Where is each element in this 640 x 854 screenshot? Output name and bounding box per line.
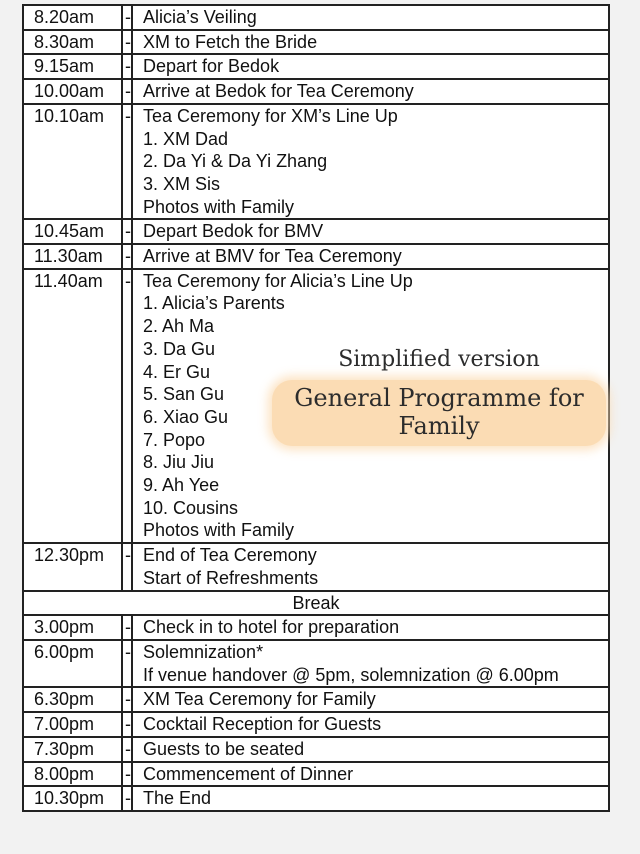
- separator-cell: -: [122, 543, 132, 590]
- event-detail: 5. San Gu: [143, 384, 225, 405]
- schedule-row: [23, 104, 609, 220]
- event-title: Depart Bedok for BMV: [143, 221, 324, 242]
- schedule-row: [23, 786, 609, 811]
- event-cell: [132, 54, 609, 79]
- separator-cell: -: [122, 5, 132, 30]
- event-detail: 3. Da Gu: [143, 338, 216, 359]
- event-detail: 1. Alicia’s Parents: [143, 293, 285, 314]
- event-title: Tea Ceremony for XM’s Line Up: [143, 105, 398, 126]
- event-title: Arrive at BMV for Tea Ceremony: [143, 246, 402, 267]
- event-cell: [132, 762, 609, 787]
- separator-cell: -: [122, 219, 132, 244]
- event-title: Depart for Bedok: [143, 56, 280, 77]
- event-detail: 4. Er Gu: [143, 361, 211, 382]
- event-cell: [132, 615, 609, 640]
- event-detail: 9. Ah Yee: [143, 475, 220, 496]
- event-cell: [132, 543, 609, 590]
- event-title: XM Tea Ceremony for Family: [143, 689, 376, 710]
- event-detail: 3. XM Sis: [143, 173, 221, 194]
- event-title: Check in to hotel for preparation: [143, 617, 400, 638]
- event-cell: [132, 712, 609, 737]
- event-cell: [132, 737, 609, 762]
- separator-cell: -: [122, 615, 132, 640]
- event-cell: [132, 640, 609, 687]
- time-cell: 8.00pm: [23, 762, 122, 787]
- event-detail: Start of Refreshments: [143, 567, 319, 588]
- time-cell: 10.45am: [23, 219, 122, 244]
- event-detail: 6. Xiao Gu: [143, 406, 229, 427]
- schedule-row: [23, 712, 609, 737]
- separator-cell: -: [122, 269, 132, 543]
- event-title: Guests to be seated: [143, 738, 305, 759]
- event-cell: [132, 687, 609, 712]
- event-cell: [132, 104, 609, 220]
- time-cell: 9.15am: [23, 54, 122, 79]
- time-cell: 6.00pm: [23, 640, 122, 687]
- overlay-caption: [272, 346, 606, 456]
- schedule-row: [23, 615, 609, 640]
- schedule-row: [23, 640, 609, 687]
- event-detail: If venue handover @ 5pm, solemnization @ 6.00pm: [143, 664, 559, 685]
- event-cell: [132, 5, 609, 30]
- event-title: Solemnization*: [143, 641, 264, 662]
- separator-cell: -: [122, 79, 132, 104]
- overlay-title-line: General Programme for: [294, 384, 584, 412]
- break-label: Break: [23, 591, 609, 616]
- overlay-title-pill: [272, 380, 606, 446]
- overlay-subtitle: Simplified version: [338, 347, 540, 372]
- event-cell: [132, 244, 609, 269]
- schedule-row: [23, 54, 609, 79]
- schedule-row: [23, 737, 609, 762]
- schedule-row: [23, 79, 609, 104]
- event-cell: [132, 79, 609, 104]
- event-title: Cocktail Reception for Guests: [143, 714, 382, 735]
- separator-cell: -: [122, 244, 132, 269]
- break-row: [23, 591, 609, 616]
- separator-cell: -: [122, 786, 132, 811]
- event-detail: 8. Jiu Jiu: [143, 452, 215, 473]
- time-cell: 6.30pm: [23, 687, 122, 712]
- time-cell: 12.30pm: [23, 543, 122, 590]
- separator-cell: -: [122, 712, 132, 737]
- schedule-row: [23, 687, 609, 712]
- time-cell: 11.40am: [23, 269, 122, 543]
- time-cell: 8.30am: [23, 30, 122, 55]
- separator-cell: -: [122, 104, 132, 220]
- event-title: End of Tea Ceremony: [143, 545, 317, 566]
- event-title: Arrive at Bedok for Tea Ceremony: [143, 81, 414, 102]
- time-cell: 8.20am: [23, 5, 122, 30]
- schedule-row: [23, 30, 609, 55]
- time-cell: 10.00am: [23, 79, 122, 104]
- separator-cell: -: [122, 762, 132, 787]
- event-title: XM to Fetch the Bride: [143, 31, 318, 52]
- event-detail: 1. XM Dad: [143, 128, 229, 149]
- separator-cell: -: [122, 30, 132, 55]
- event-title: Alicia’s Veiling: [143, 7, 257, 27]
- time-cell: 3.00pm: [23, 615, 122, 640]
- separator-cell: -: [122, 54, 132, 79]
- event-cell: [132, 219, 609, 244]
- time-cell: 10.30pm: [23, 786, 122, 811]
- event-cell: [132, 30, 609, 55]
- event-cell: [132, 786, 609, 811]
- overlay-title-line: Family: [398, 412, 480, 440]
- event-detail: 7. Popo: [143, 429, 206, 450]
- time-cell: 11.30am: [23, 244, 122, 269]
- event-detail: 10. Cousins: [143, 497, 239, 518]
- separator-cell: -: [122, 737, 132, 762]
- schedule-row: [23, 5, 609, 30]
- event-detail: 2. Ah Ma: [143, 316, 215, 337]
- time-cell: 7.00pm: [23, 712, 122, 737]
- event-detail: Photos with Family: [143, 520, 295, 541]
- time-cell: 7.30pm: [23, 737, 122, 762]
- separator-cell: -: [122, 640, 132, 687]
- separator-cell: -: [122, 687, 132, 712]
- schedule-row: [23, 244, 609, 269]
- event-detail: 2. Da Yi & Da Yi Zhang: [143, 151, 328, 172]
- schedule-row: [23, 543, 609, 590]
- event-detail: Photos with Family: [143, 196, 295, 217]
- schedule-row: [23, 762, 609, 787]
- time-cell: 10.10am: [23, 104, 122, 220]
- event-title: The End: [143, 788, 212, 809]
- event-title: Tea Ceremony for Alicia’s Line Up: [143, 270, 413, 291]
- event-title: Commencement of Dinner: [143, 763, 354, 784]
- schedule-row: [23, 219, 609, 244]
